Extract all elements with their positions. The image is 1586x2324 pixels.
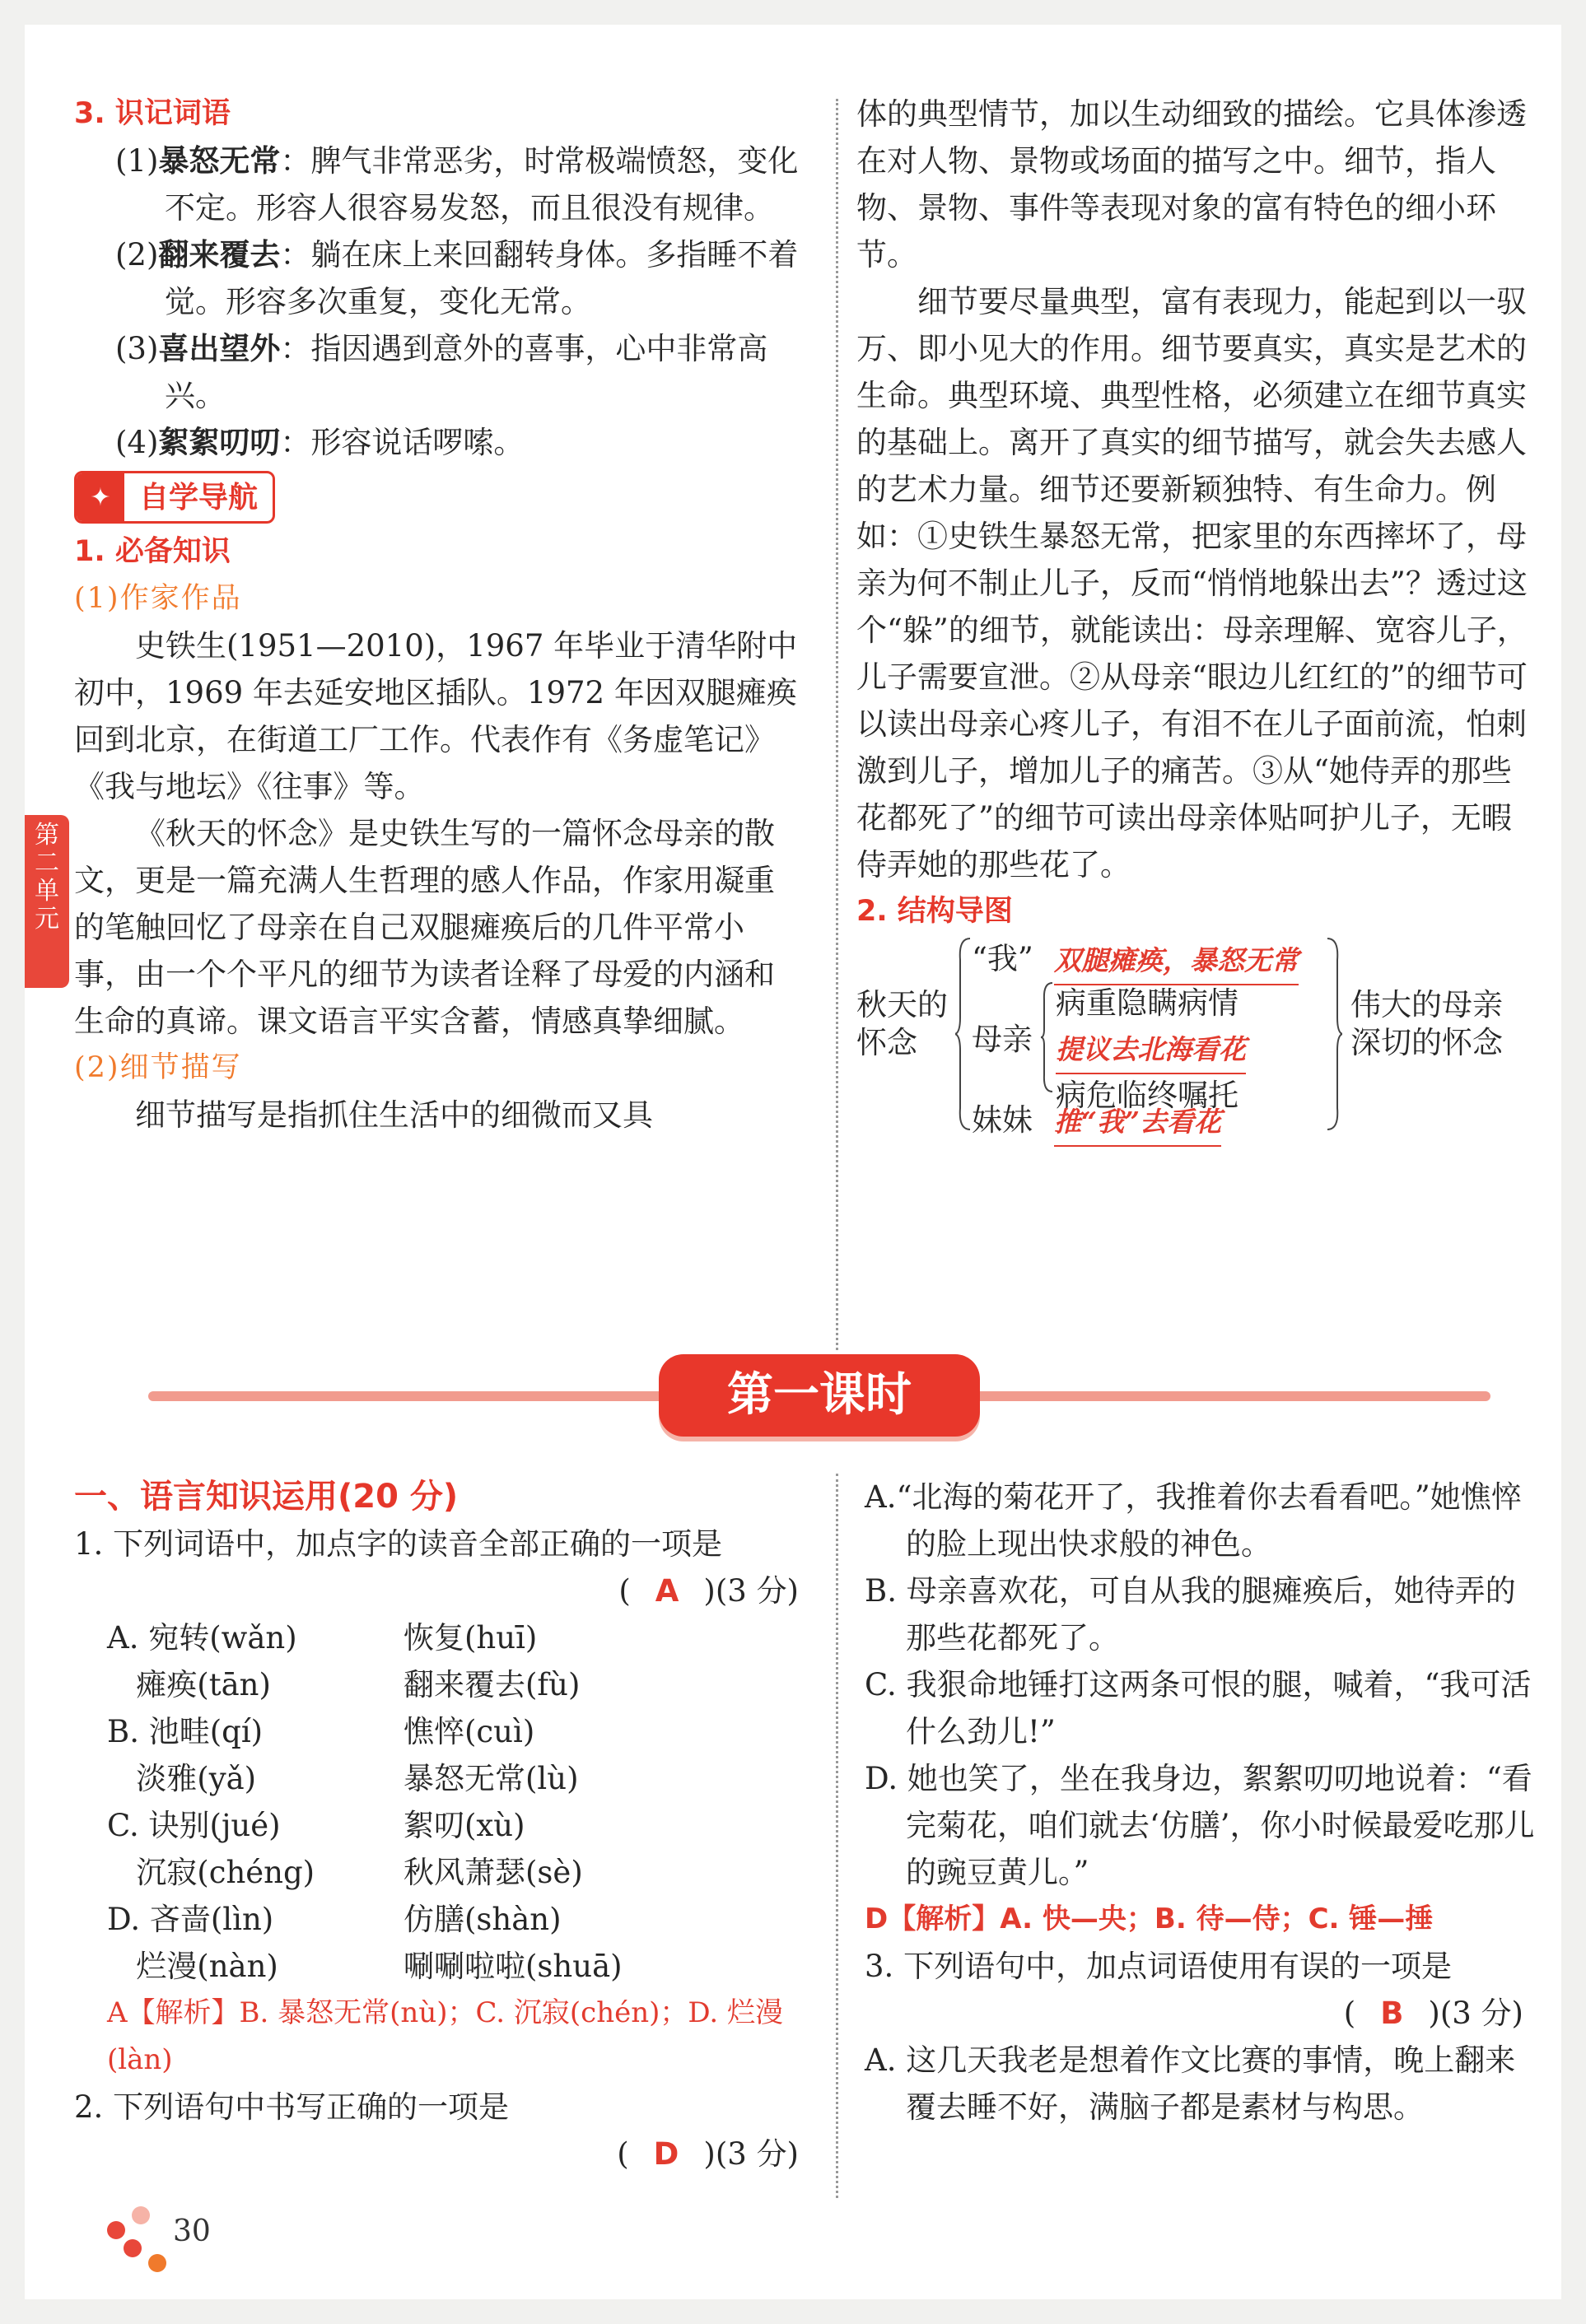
structure-title: 2. 结构导图 bbox=[856, 895, 1013, 928]
decorative-dot bbox=[148, 2254, 166, 2272]
page bbox=[25, 25, 1561, 2299]
knowledge-title: 1. 必备知识 bbox=[74, 535, 231, 568]
option-row: 烂漫(nàn) 唰唰啦啦(shuā) bbox=[107, 1949, 623, 1984]
author-paragraph: 史铁生(1951—2010)，1967 年毕业于清华附中初中，1969 年去延安地区插队。1972 年因双腿瘫痪回到北京，在街道工厂工作。代表作有《务虚笔记》《我与地坛》《往事》等。 bbox=[74, 628, 798, 804]
decorative-dot bbox=[132, 2206, 150, 2224]
question-1: 1. 下列词语中，加点字的读音全部正确的一项是 bbox=[74, 1526, 723, 1562]
option-row: B. 池畦(qí) 憔悴(cuì) bbox=[107, 1714, 535, 1749]
question-3: 3. 下列语句中，加点词语使用有误的一项是 bbox=[865, 1949, 1453, 1984]
telescope-icon: ✦ bbox=[77, 473, 124, 521]
right-top-column bbox=[856, 91, 1532, 1138]
vocab-item: (2)翻来覆去：躺在床上来回翻转身体。多指睡不着觉。形容多次重复，变化无常。 bbox=[115, 237, 799, 319]
q1-options bbox=[74, 1614, 815, 1990]
mindmap-sister-note: 推“我”去看花 bbox=[1054, 1098, 1221, 1147]
vocab-item: (1)暴怒无常：脾气非常恶劣，时常极端愤怒，变化不定。形容人很容易发怒，而且很没有规律。 bbox=[115, 143, 799, 226]
mindmap-conclusion: 伟大的母亲 深切的怀念 bbox=[1350, 987, 1503, 1060]
q2-option: C. 我狠命地锤打这两条可恨的腿，喊着，“我可活什么劲儿!” bbox=[865, 1667, 1532, 1749]
q3-option: A. 这几天我老是想着作文比赛的事情，晚上翻来覆去睡不好，满脑子都是素材与构思。 bbox=[865, 2042, 1516, 2125]
option-row: D. 吝啬(lìn) 仿膳(shàn) bbox=[107, 1902, 562, 1937]
section-title-language: 一、语言知识运用(20 分) bbox=[74, 1478, 459, 1516]
unit-side-tab: 第二单元 bbox=[25, 815, 69, 988]
mindmap-mother-item: 病重隐瞒病情 bbox=[1056, 985, 1238, 1021]
option-row: 瘫痪(tān) 翻来覆去(fù) bbox=[107, 1667, 581, 1702]
mindmap-mother-item: 病危临终嘱托 bbox=[1056, 1078, 1238, 1113]
lesson-banner: 第一课时 bbox=[659, 1354, 980, 1437]
self-study-nav: ✦ 自学导航 bbox=[74, 471, 799, 524]
vocab-item: (3)喜出望外：指因遇到意外的喜事，心中非常高兴。 bbox=[115, 331, 768, 413]
q1-answer-line: ( A )(3 分) bbox=[618, 1573, 799, 1609]
mindmap-brace-small bbox=[1041, 980, 1054, 1095]
vocab-item: (4)絮絮叨叨：形容说话啰嗦。 bbox=[115, 425, 525, 460]
mindmap-me-note: 双腿瘫痪，暴怒无常 bbox=[1054, 937, 1299, 985]
q1-explanation: A【解析】B. 暴怒无常(nù)；C. 沉寂(chén)；D. 烂漫(làn) bbox=[107, 1996, 784, 2076]
q2-option: B. 母亲喜欢花，可自从我的腿瘫痪后，她待弄的那些花都死了。 bbox=[865, 1573, 1516, 1656]
author-subtitle: (1)作家作品 bbox=[74, 582, 242, 615]
column-divider bbox=[836, 99, 838, 1350]
mindmap-sister: 妹妹 bbox=[972, 1102, 1033, 1138]
q2-option: A.“北海的菊花开了，我推着你去看看吧。”她憔悴的脸上现出快求般的神色。 bbox=[865, 1479, 1522, 1562]
option-row: C. 诀别(jué) 絮叨(xù) bbox=[107, 1808, 525, 1843]
mindmap-brace bbox=[955, 935, 972, 1133]
page-number: 30 bbox=[173, 2215, 211, 2248]
option-row: 沉寂(chéng) 秋风萧瑟(sè) bbox=[107, 1855, 583, 1890]
q3-answer-line: ( B )(3 分) bbox=[1343, 1996, 1523, 2031]
detail-paragraph: 体的典型情节，加以生动细致的描绘。它具体渗透在对人物、景物或场面的描写之中。细节，指人物、景物、事件等表现对象的富有特色的细小环节。 bbox=[856, 96, 1527, 272]
mindmap-mother-item: 提议去北海看花 bbox=[1056, 1026, 1246, 1074]
question-2: 2. 下列语句中书写正确的一项是 bbox=[74, 2089, 510, 2125]
right-bottom-column bbox=[865, 1474, 1540, 2131]
option-row: 淡雅(yǎ) 暴怒无常(lù) bbox=[107, 1761, 579, 1796]
mindmap-brace-right bbox=[1326, 935, 1342, 1133]
mindmap-root: 秋天的 怀念 bbox=[856, 987, 948, 1060]
mindmap-mother: 母亲 bbox=[972, 1022, 1033, 1057]
author-paragraph: 《秋天的怀念》是史铁生写的一篇怀念母亲的散文，更是一篇充满人生哲理的感人作品，作家用凝重的笔触回忆了母亲在自己双腿瘫痪后的几件平常小事，由一个个平凡的细节为读者诠释了母爱的内涵和生命的真谛。课文语言平实含蓄，情感真挚细腻。 bbox=[74, 816, 775, 1039]
left-top-column bbox=[74, 91, 799, 1139]
left-bottom-column bbox=[74, 1474, 815, 2177]
detail-paragraph: 细节要尽量典型，富有表现力，能起到以一驭万、即小见大的作用。细节要真实，真实是艺术的生命。典型环境、典型性格，必须建立在细节真实的基础上。离开了真实的细节描写，就会失去感人的艺术力量。细节还要新颖独特、有生命力。例如：①史铁生暴怒无常，把家里的东西摔坏了，母亲为何不制止儿子，反而“悄悄地躲出去”？透过这个“躲”的细节，就能读出：母亲理解、宽容儿子，儿子需要宣泄。②从母亲“眼边儿红红的”的细节可以读出母亲心疼儿子，有泪不在儿子面前流，怕刺激到儿子，增加儿子的痛苦。③从“她侍弄的那些花都死了”的细节可读出母亲体贴呵护儿子，无暇侍弄她的那些花了。 bbox=[856, 284, 1528, 883]
decorative-dot bbox=[124, 2239, 142, 2257]
decorative-dot bbox=[107, 2221, 125, 2239]
column-divider bbox=[836, 1474, 838, 2198]
q2-answer: D bbox=[653, 2136, 679, 2172]
q1-answer: A bbox=[655, 1573, 679, 1609]
option-row: A. 宛转(wǎn) 恢复(huī) bbox=[107, 1620, 538, 1656]
structure-mindmap bbox=[856, 935, 1532, 1138]
q2-option: D. 她也笑了，坐在我身边，絮絮叨叨地说着：“看完菊花，咱们就去‘仿膳’，你小时候最爱吃那儿的豌豆黄儿。” bbox=[865, 1761, 1535, 1890]
q2-answer-line: ( D )(3 分) bbox=[617, 2136, 799, 2172]
detail-subtitle: (2)细节描写 bbox=[74, 1051, 242, 1084]
section-title-vocab: 3. 识记词语 bbox=[74, 97, 231, 130]
q2-explanation: D【解析】A. 快—央；B. 待—侍；C. 锤—捶 bbox=[865, 1903, 1434, 1935]
q3-answer: B bbox=[1380, 1996, 1404, 2031]
detail-paragraph: 细节描写是指抓住生活中的细微而又具 bbox=[135, 1097, 653, 1133]
mindmap-me: “我” bbox=[972, 941, 1033, 976]
